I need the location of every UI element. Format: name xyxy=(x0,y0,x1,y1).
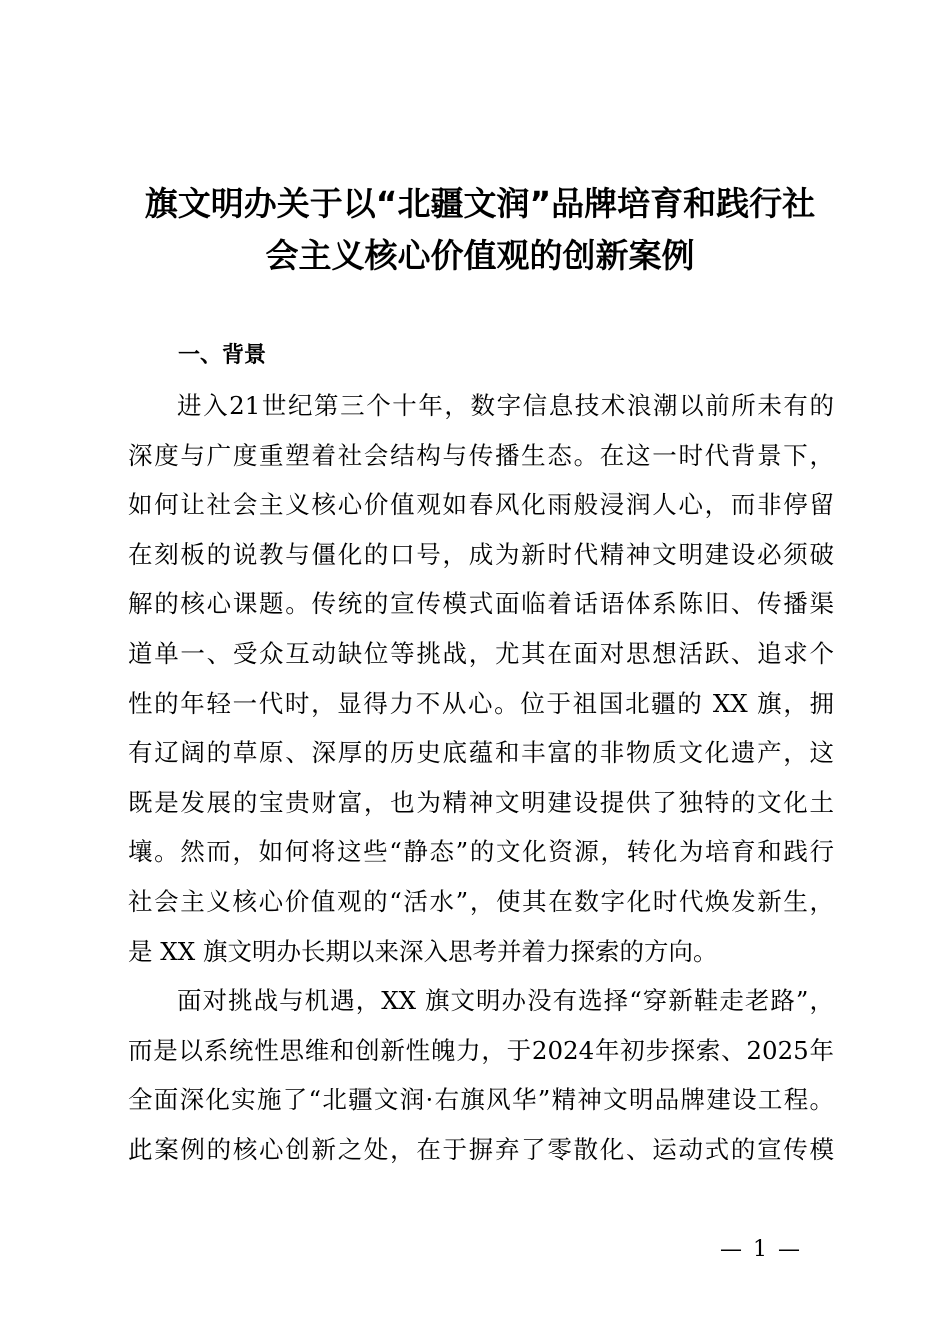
paragraph-line: 深度与广度重塑着社会结构与传播生态。在这一时代背景下， xyxy=(128,440,834,470)
paragraph-line: 壤。然而，如何将这些“静态”的文化资源，转化为培育和践行 xyxy=(128,837,834,867)
paragraph-line: 解的核心课题。传统的宣传模式面临着话语体系陈旧、传播渠 xyxy=(128,589,834,619)
page-number: — 1 — xyxy=(720,1237,802,1262)
paragraph-line: 性的年轻一代时，显得力不从心。位于祖国北疆的 XX 旗，拥 xyxy=(128,688,834,718)
paragraph-line: 全面深化实施了“北疆文润·右旗风华”精神文明品牌建设工程。 xyxy=(128,1085,834,1115)
paragraph-background xyxy=(128,381,834,976)
paragraph-line: 如何让社会主义核心价值观如春风化雨般浸润人心，而非停留 xyxy=(128,490,834,520)
paragraph-line: 面对挑战与机遇，XX 旗文明办没有选择“穿新鞋走老路”， xyxy=(177,986,834,1015)
section-heading: 一、背景 xyxy=(178,343,267,368)
paragraph-line: 既是发展的宝贵财富，也为精神文明建设提供了独特的文化土 xyxy=(128,787,834,817)
paragraph-innovation xyxy=(128,976,834,1174)
paragraph-line: 社会主义核心价值观的“活水”，使其在数字化时代焕发新生， xyxy=(128,886,834,916)
paragraph-line: 有辽阔的草原、深厚的历史底蕴和丰富的非物质文化遗产，这 xyxy=(128,738,834,768)
title-line-1: 旗文明办关于以“北疆文润”品牌培育和践行社 xyxy=(144,184,816,223)
paragraph-line: 在刻板的说教与僵化的口号，成为新时代精神文明建设必须破 xyxy=(128,539,834,569)
paragraph-line: 而是以系统性思维和创新性魄力，于2024年初步探索、2025年 xyxy=(128,1035,834,1065)
document-title xyxy=(100,178,860,282)
title-line-2: 会主义核心价值观的创新案例 xyxy=(265,236,695,275)
paragraph-line: 此案例的核心创新之处，在于摒弃了零散化、运动式的宣传模 xyxy=(128,1134,834,1164)
paragraph-line: 道单一、受众互动缺位等挑战，尤其在面对思想活跃、追求个 xyxy=(128,638,834,668)
paragraph-line: 进入21世纪第三个十年，数字信息技术浪潮以前所未有的 xyxy=(177,391,834,420)
paragraph-line: 是 XX 旗文明办长期以来深入思考并着力探索的方向。 xyxy=(128,936,718,966)
